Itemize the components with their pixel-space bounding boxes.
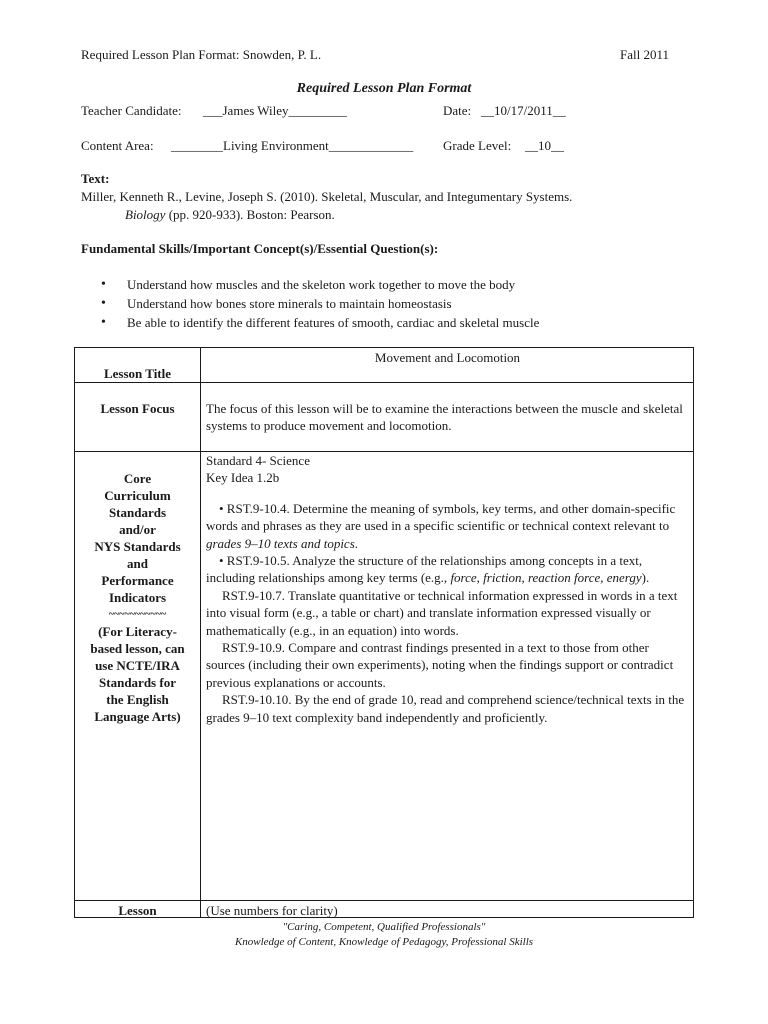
citation-book-title: Biology bbox=[125, 207, 166, 222]
skill-item: • Understand how bones store minerals to maintain homeostasis bbox=[99, 294, 539, 313]
standards-label-line: Core bbox=[123, 471, 152, 486]
rst-text: • RST.9-10.5. Analyze the structure of the relationships among concepts in a text, including relationships among key terms (e.g., bbox=[206, 553, 643, 586]
rst-emphasis: force, friction, reaction force, energy bbox=[450, 570, 642, 586]
skill-item: • Understand how muscles and the skeleton work together to move the body bbox=[99, 275, 539, 294]
standards-label-line: the English bbox=[106, 692, 169, 707]
lesson-focus-value: The focus of this lesson will be to examine the interactions between the muscle and skeletal systems to produce movement and locomotion. bbox=[206, 401, 683, 434]
rst-text: . bbox=[354, 535, 359, 551]
footer-tagline: Knowledge of Content, Knowledge of Pedagogy, Professional Skills bbox=[234, 936, 534, 948]
rst-standard-7: RST.9-10.7. Translate quantitative or technical information expressed in words in a text into visual form (e.g., a table or chart) and translate information expressed visually or mathematically (e.g., in an equation) into words. bbox=[206, 587, 678, 638]
key-idea-line: Key Idea 1.2b bbox=[206, 470, 280, 486]
rst-standard-5 bbox=[206, 552, 689, 587]
standards-label-line: and/or bbox=[119, 522, 156, 537]
skills-heading: Fundamental Skills/Important Concept(s)/Essential Question(s): bbox=[81, 241, 439, 256]
teacher-candidate-label: Teacher Candidate: bbox=[81, 103, 182, 118]
skill-item: • Be able to identify the different features of smooth, cardiac and skeletal muscle bbox=[99, 313, 539, 332]
rst-emphasis: grades 9–10 texts and topics bbox=[206, 535, 355, 551]
grade-level-value: __10__ bbox=[525, 138, 564, 153]
standards-label-line: (For Literacy- bbox=[98, 624, 177, 639]
lesson-value: (Use numbers for clarity) bbox=[206, 903, 338, 918]
row-divider bbox=[75, 382, 693, 383]
date-label: Date: bbox=[443, 103, 472, 118]
standards-label-line: ~~~~~~~~~~~ bbox=[108, 609, 167, 620]
lesson-title-value: Movement and Locomotion bbox=[374, 350, 521, 365]
citation-pages: (pp. 920-933). Boston: Pearson. bbox=[165, 207, 335, 222]
text-heading: Text: bbox=[81, 171, 110, 186]
rst-standard-10: RST.9-10.10. By the end of grade 10, read and comprehend science/technical texts in the grades 9–10 text complexity band independently and proficiently. bbox=[206, 692, 685, 725]
lesson-title-label: Lesson Title bbox=[103, 366, 172, 381]
standards-label-line: and bbox=[127, 556, 148, 571]
row-divider bbox=[75, 900, 693, 901]
standards-label-line: Performance bbox=[101, 573, 174, 588]
running-header: Required Lesson Plan Format: Snowden, P. L. bbox=[81, 47, 322, 62]
date-value: __10/17/2011__ bbox=[481, 103, 566, 118]
standards-label-line: NYS Standards bbox=[94, 539, 181, 554]
standards-label bbox=[75, 470, 200, 725]
lesson-label: Lesson bbox=[118, 903, 157, 918]
standards-label-line: Standards bbox=[108, 505, 167, 520]
standards-label-line: based lesson, can bbox=[90, 641, 185, 656]
content-area-value: ________Living Environment_____________ bbox=[171, 138, 414, 153]
standards-label-line: Indicators bbox=[108, 590, 167, 605]
grade-level-label: Grade Level: bbox=[443, 138, 512, 153]
column-divider bbox=[200, 348, 201, 917]
standards-label-line: use NCTE/IRA bbox=[95, 658, 180, 673]
rst-standard-4 bbox=[206, 500, 689, 552]
rst-text: ). bbox=[641, 570, 650, 586]
standards-label-line: Language Arts) bbox=[94, 709, 181, 724]
lesson-focus-label: Lesson Focus bbox=[100, 401, 175, 416]
teacher-candidate-value: ___James Wiley_________ bbox=[203, 103, 348, 118]
standards-content bbox=[206, 452, 689, 726]
rst-text: • RST.9-10.4. Determine the meaning of symbols, key terms, and other domain-specific words and phrases as they are used in a specific scientific or technical context relevant to bbox=[206, 500, 676, 534]
document-title: Required Lesson Plan Format bbox=[296, 81, 472, 96]
rst-standard-9: RST.9-10.9. Compare and contrast findings presented in a text to those from other sources (including their own experiments), noting when the findings support or contradict previous explanations or accounts. bbox=[206, 640, 674, 690]
skills-list bbox=[99, 275, 539, 332]
lesson-table bbox=[74, 347, 694, 918]
standard-line: Standard 4- Science bbox=[206, 453, 310, 468]
standards-label-line: Standards for bbox=[99, 675, 176, 690]
content-area-label: Content Area: bbox=[81, 138, 154, 153]
standards-label-line: Curriculum bbox=[104, 488, 171, 503]
footer-motto: "Caring, Competent, Qualified Professionals" bbox=[282, 921, 486, 933]
citation-line: Miller, Kenneth R., Levine, Joseph S. (2010). Skeletal, Muscular, and Integumentary Systems. bbox=[81, 189, 573, 204]
citation-continuation bbox=[125, 206, 335, 223]
running-header-term: Fall 2011 bbox=[620, 47, 669, 62]
